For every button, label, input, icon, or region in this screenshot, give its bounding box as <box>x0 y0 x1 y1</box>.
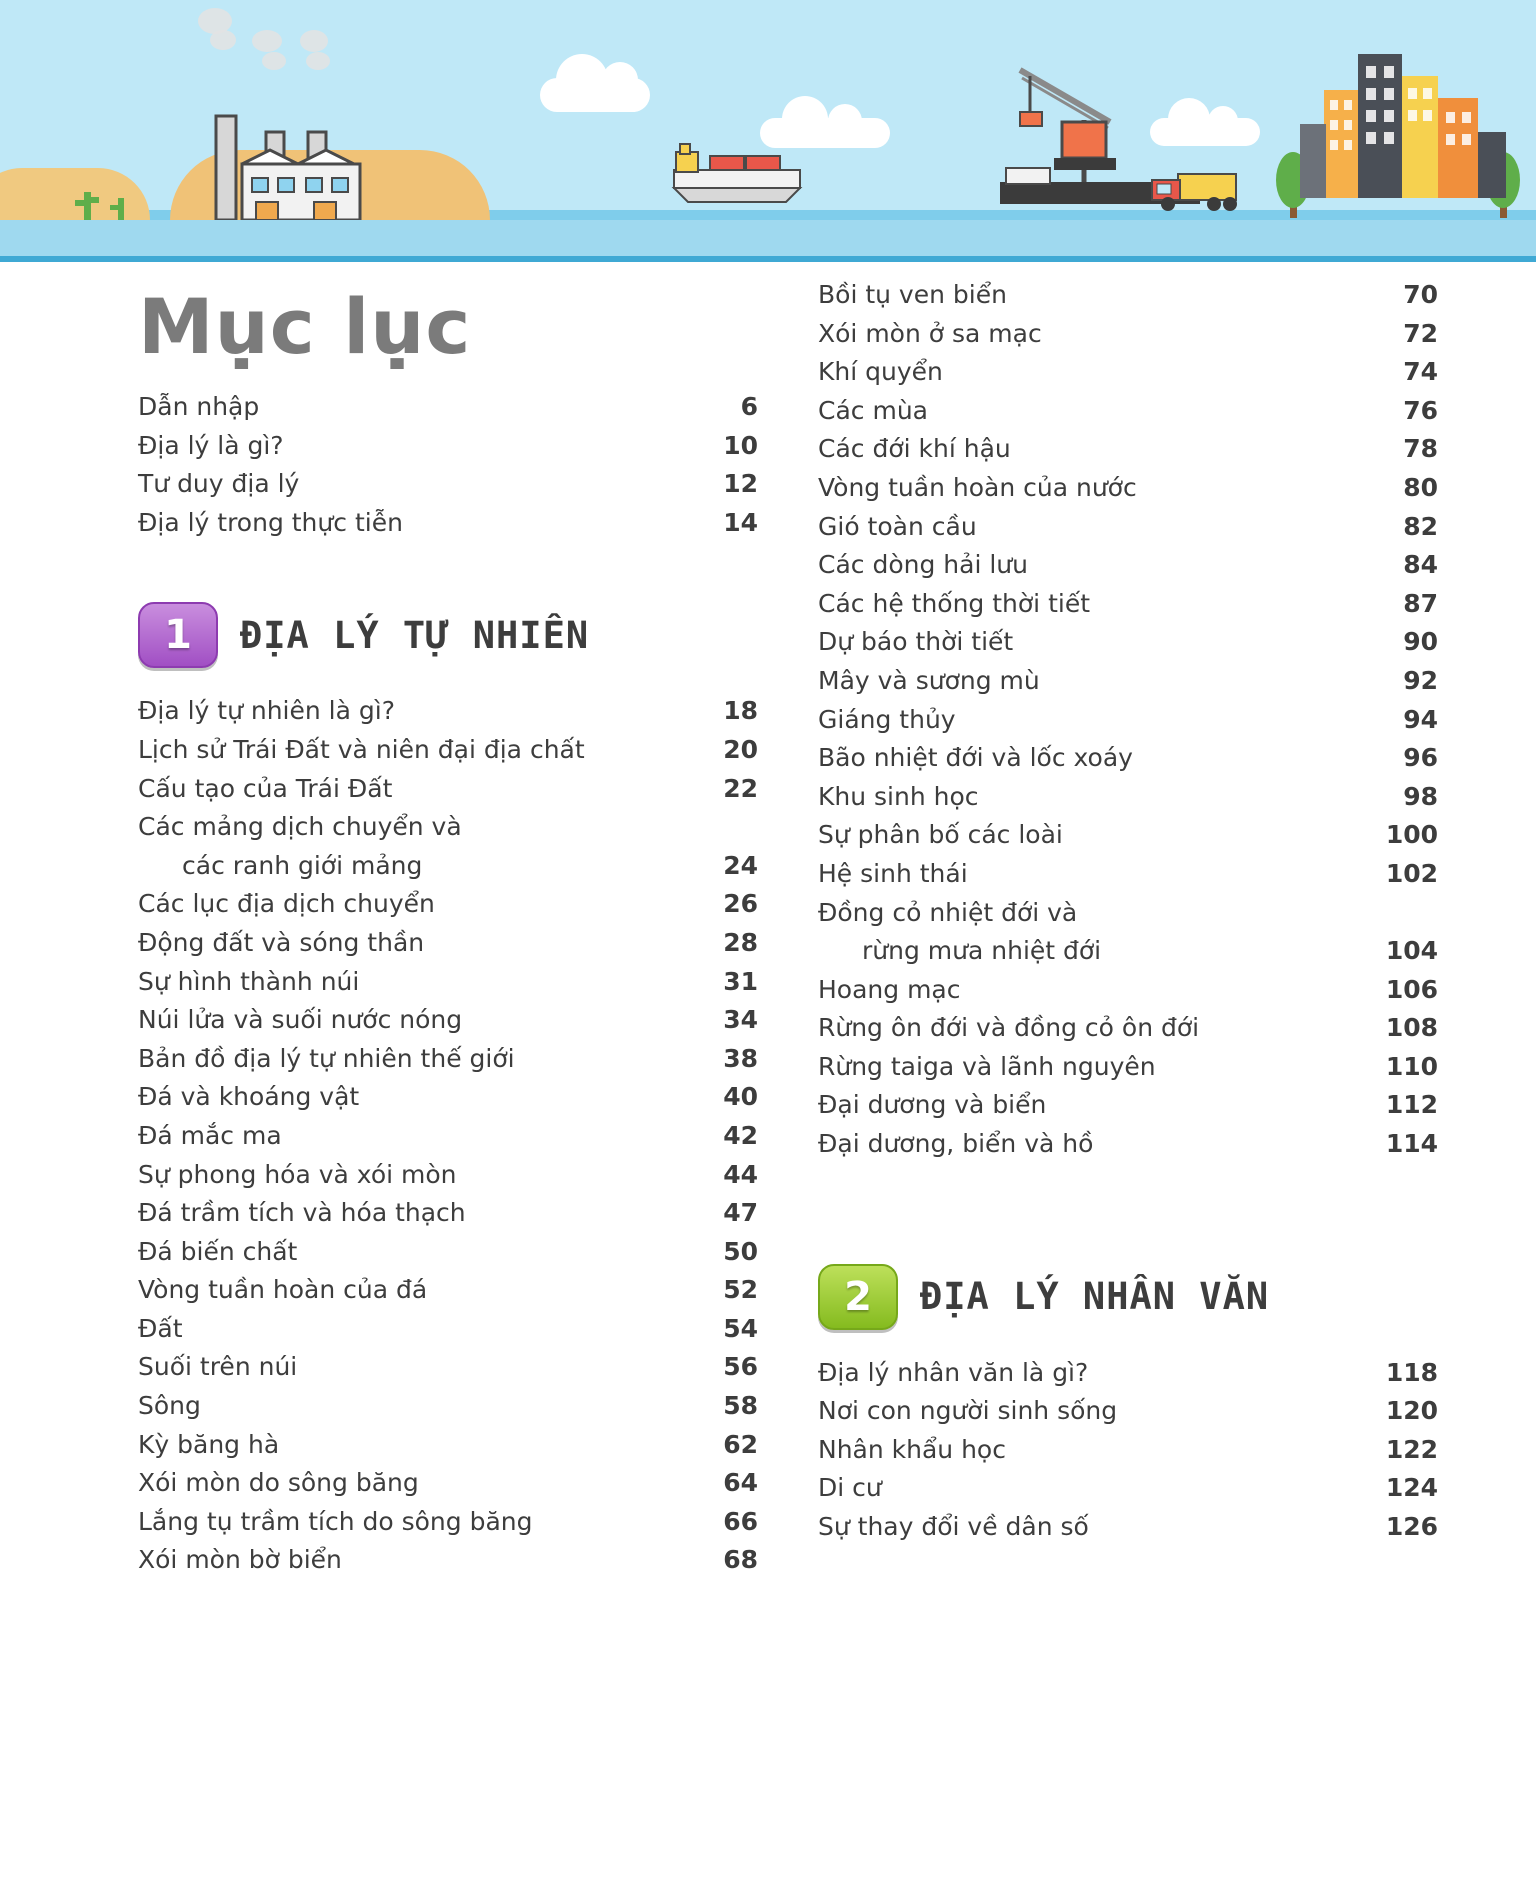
toc-entry-page: 6 <box>740 392 758 421</box>
toc-entry-label: Nơi con người sinh sống <box>818 1396 1118 1426</box>
toc-entry-label: Đá mắc ma <box>138 1120 282 1150</box>
cargo-ship-icon <box>640 126 820 206</box>
list-item[interactable] <box>138 735 758 774</box>
toc-entry-page: 76 <box>1403 395 1438 425</box>
toc-entry-page: 72 <box>1403 318 1438 348</box>
list-item[interactable] <box>138 1391 758 1430</box>
toc-entry-page: 114 <box>1385 1129 1438 1159</box>
toc-entry-page: 110 <box>1385 1051 1438 1081</box>
list-item[interactable] <box>138 1237 758 1276</box>
section-title: ĐỊA LÝ NHÂN VĂN <box>920 1275 1270 1319</box>
list-item[interactable] <box>138 1430 758 1469</box>
toc-entry-label: Đại dương, biển và hồ <box>818 1129 1094 1159</box>
list-item[interactable] <box>818 319 1438 358</box>
toc-entry-label: Rừng ôn đới và đồng cỏ ôn đới <box>818 1013 1200 1043</box>
list-item[interactable] <box>138 1005 758 1044</box>
toc-entry-label: Đất <box>138 1313 183 1343</box>
list-item[interactable] <box>818 627 1438 666</box>
toc-entry-label: Núi lửa và suối nước nóng <box>138 1005 463 1035</box>
toc-entry-page: 102 <box>1385 858 1438 888</box>
list-item[interactable] <box>818 396 1438 435</box>
toc-entry-label: Khu sinh học <box>818 781 979 811</box>
toc-entry-label: Các đới khí hậu <box>818 434 1011 464</box>
toc-entry-page: 26 <box>723 889 758 919</box>
toc-entry-label: Bồi tụ ven biển <box>818 280 1007 309</box>
toc-entry-page: 118 <box>1385 1357 1438 1387</box>
list-item[interactable] <box>138 508 758 547</box>
list-item[interactable] <box>818 434 1438 473</box>
list-item[interactable] <box>818 666 1438 705</box>
toc-entry-page: 18 <box>723 696 758 726</box>
toc-entry-page: 10 <box>723 430 758 460</box>
toc-entry-page: 31 <box>723 966 758 996</box>
toc-entry-page: 68 <box>723 1545 758 1575</box>
toc-entry-page: 112 <box>1385 1090 1438 1120</box>
toc-entry-page: 100 <box>1385 820 1438 850</box>
toc-entry-label: Giáng thủy <box>818 704 956 734</box>
list-item[interactable] <box>818 898 1438 937</box>
toc-entry-label: Sự phong hóa và xói mòn <box>138 1159 457 1189</box>
toc-entry-label: các ranh giới mảng <box>182 850 423 880</box>
toc-entry-page: 70 <box>1403 280 1438 309</box>
smoke-puff <box>262 52 286 70</box>
list-item[interactable] <box>138 696 758 735</box>
baseline-divider <box>0 256 1536 262</box>
list-item[interactable] <box>818 589 1438 628</box>
toc-entry-label: Địa lý tự nhiên là gì? <box>138 696 395 726</box>
toc-entry-label: Khí quyển <box>818 357 943 387</box>
section-1-continued-list <box>818 280 1438 1168</box>
list-item[interactable] <box>138 1275 758 1314</box>
toc-entry-page: 34 <box>723 1005 758 1035</box>
toc-entry-label: Di cư <box>818 1473 882 1503</box>
toc-entry-page: 42 <box>723 1120 758 1150</box>
toc-entry-label: Đại dương và biển <box>818 1090 1047 1120</box>
toc-entry-label: Đá biến chất <box>138 1236 298 1266</box>
toc-entry-page: 108 <box>1385 1013 1438 1043</box>
list-item[interactable] <box>138 928 758 967</box>
toc-entry-page: 87 <box>1403 588 1438 618</box>
list-item[interactable] <box>818 1013 1438 1052</box>
toc-entry-label: Dự báo thời tiết <box>818 627 1014 657</box>
toc-entry-label: Đồng cỏ nhiệt đới và <box>818 897 1078 927</box>
list-item[interactable] <box>818 820 1438 859</box>
toc-entry-label: Vòng tuần hoàn của đá <box>138 1275 428 1305</box>
smoke-puff <box>198 8 232 34</box>
toc-entry-page: 124 <box>1385 1473 1438 1503</box>
toc-entry-page: 90 <box>1403 627 1438 657</box>
list-item[interactable] <box>818 859 1438 898</box>
header-illustration <box>0 0 1536 262</box>
list-item[interactable] <box>818 550 1438 589</box>
list-item[interactable] <box>818 1129 1438 1168</box>
toc-entry-label: Bản đồ địa lý tự nhiên thế giới <box>138 1043 515 1073</box>
list-item[interactable] <box>138 851 758 890</box>
toc-entry-label: Kỳ băng hà <box>138 1429 280 1459</box>
toc-entry-page: 20 <box>723 734 758 764</box>
toc-entry-page: 126 <box>1385 1512 1438 1542</box>
list-item[interactable] <box>818 357 1438 396</box>
toc-entry-label: Cấu tạo của Trái Đất <box>138 773 393 803</box>
list-item[interactable] <box>138 812 758 851</box>
toc-entry-page: 56 <box>723 1352 758 1382</box>
toc-entry-label: rừng mưa nhiệt đới <box>862 936 1102 966</box>
toc-column-right <box>818 280 1438 1551</box>
toc-entry-label: Rừng taiga và lãnh nguyên <box>818 1051 1156 1081</box>
toc-entry-page: 22 <box>723 773 758 803</box>
list-item[interactable] <box>818 782 1438 821</box>
toc-entry-page: 80 <box>1403 472 1438 502</box>
toc-entry-label: Gió toàn cầu <box>818 511 977 541</box>
list-item[interactable] <box>818 512 1438 551</box>
list-item[interactable] <box>138 1121 758 1160</box>
list-item[interactable] <box>138 1198 758 1237</box>
list-item[interactable] <box>138 392 758 431</box>
section-2-entry-list <box>818 1358 1438 1551</box>
toc-entry-page: 28 <box>723 927 758 957</box>
list-item[interactable] <box>138 1082 758 1121</box>
toc-entry-page: 120 <box>1385 1396 1438 1426</box>
intro-entry-list <box>138 392 758 546</box>
toc-entry-label: Đá và khoáng vật <box>138 1082 360 1112</box>
list-item[interactable] <box>818 473 1438 512</box>
toc-entry-page: 40 <box>723 1082 758 1112</box>
toc-entry-label: Hoang mạc <box>818 974 961 1004</box>
toc-entry-page: 47 <box>723 1198 758 1228</box>
toc-entry-page: 78 <box>1403 434 1438 464</box>
toc-entry-page: 44 <box>723 1159 758 1189</box>
city-skyline-illustration <box>1300 28 1530 218</box>
toc-entry-page: 62 <box>723 1429 758 1459</box>
truck-icon <box>1148 162 1258 218</box>
toc-entry-page: 54 <box>723 1313 758 1343</box>
smoke-puff <box>300 30 328 52</box>
toc-entry-label: Địa lý nhân văn là gì? <box>818 1357 1089 1387</box>
toc-entry-label: Suối trên núi <box>138 1352 298 1382</box>
toc-entry-page: 24 <box>723 850 758 880</box>
toc-entry-label: Lịch sử Trái Đất và niên đại địa chất <box>138 734 585 764</box>
smoke-puff <box>252 30 282 52</box>
toc-entry-page: 104 <box>1385 936 1438 966</box>
toc-entry-page: 64 <box>723 1468 758 1498</box>
toc-entry-label: Sự thay đổi về dân số <box>818 1512 1089 1542</box>
toc-entry-label: Mây và sương mù <box>818 665 1040 695</box>
toc-entry-label: Xói mòn bờ biển <box>138 1545 342 1575</box>
toc-entry-page: 98 <box>1403 781 1438 811</box>
toc-entry-page: 84 <box>1403 550 1438 580</box>
toc-entry-label: Các mùa <box>818 395 928 425</box>
list-item[interactable] <box>818 975 1438 1014</box>
toc-entry-page: 66 <box>723 1506 758 1536</box>
toc-entry-label: Các hệ thống thời tiết <box>818 588 1091 618</box>
toc-entry-label: Các lục địa dịch chuyển <box>138 889 435 919</box>
toc-entry-page: 74 <box>1403 357 1438 387</box>
toc-entry-label: Bão nhiệt đới và lốc xoáy <box>818 743 1133 773</box>
section-header-1 <box>138 602 758 668</box>
toc-entry-label: Các mảng dịch chuyển và <box>138 812 462 842</box>
toc-entry-page: 96 <box>1403 743 1438 773</box>
list-item[interactable] <box>138 1314 758 1353</box>
toc-entry-label: Động đất và sóng thần <box>138 927 425 957</box>
toc-entry-page: 58 <box>723 1391 758 1421</box>
list-item[interactable] <box>818 1090 1438 1129</box>
list-item[interactable] <box>818 1512 1438 1551</box>
list-item[interactable] <box>138 967 758 1006</box>
section-title: ĐỊA LÝ TỰ NHIÊN <box>240 613 590 657</box>
cactus-icon <box>108 194 134 220</box>
list-item[interactable] <box>138 1160 758 1199</box>
list-item[interactable] <box>818 705 1438 744</box>
toc-entry-page: 92 <box>1403 665 1438 695</box>
toc-entry-label: Sông <box>138 1391 201 1421</box>
toc-entry-label: Tư duy địa lý <box>138 469 300 499</box>
list-item[interactable] <box>818 1473 1438 1512</box>
toc-entry-label: Địa lý là gì? <box>138 430 284 460</box>
toc-entry-page: 38 <box>723 1043 758 1073</box>
list-item[interactable] <box>818 1396 1438 1435</box>
list-item[interactable] <box>138 1545 758 1584</box>
toc-entry-label: Các dòng hải lưu <box>818 550 1028 580</box>
toc-entry-page: 50 <box>723 1236 758 1266</box>
toc-entry-page: 82 <box>1403 511 1438 541</box>
toc-entry-label: Dẫn nhập <box>138 392 260 421</box>
section-number-badge: 2 <box>818 1264 898 1330</box>
list-item[interactable] <box>138 1044 758 1083</box>
toc-entry-label: Đá trầm tích và hóa thạch <box>138 1198 466 1228</box>
section-header-2 <box>818 1264 1438 1330</box>
toc-entry-label: Địa lý trong thực tiễn <box>138 507 403 537</box>
toc-entry-page: 14 <box>723 507 758 537</box>
toc-entry-label: Xói mòn ở sa mạc <box>818 318 1042 348</box>
toc-entry-label: Xói mòn do sông băng <box>138 1468 419 1498</box>
list-item[interactable] <box>818 936 1438 975</box>
list-item[interactable] <box>138 469 758 508</box>
list-item[interactable] <box>818 1052 1438 1091</box>
toc-entry-page: 94 <box>1403 704 1438 734</box>
section-1-entry-list <box>138 696 758 1584</box>
list-item[interactable] <box>138 889 758 928</box>
section-number-badge: 1 <box>138 602 218 668</box>
toc-entry-page: 122 <box>1385 1434 1438 1464</box>
list-item[interactable] <box>138 1468 758 1507</box>
toc-entry-label: Sự hình thành núi <box>138 966 360 996</box>
list-item[interactable] <box>818 743 1438 782</box>
list-item[interactable] <box>138 1352 758 1391</box>
cactus-icon <box>72 186 102 220</box>
toc-entry-label: Sự phân bố các loài <box>818 820 1063 850</box>
toc-column-left <box>138 392 758 1584</box>
list-item[interactable] <box>138 774 758 813</box>
toc-entry-label: Vòng tuần hoàn của nước <box>818 472 1137 502</box>
toc-entry-label: Nhân khẩu học <box>818 1434 1006 1464</box>
page-title: Mục lục <box>138 282 472 371</box>
list-item[interactable] <box>138 1507 758 1546</box>
list-item[interactable] <box>138 431 758 470</box>
toc-entry-page: 106 <box>1385 974 1438 1004</box>
toc-entry-label: Lắng tụ trầm tích do sông băng <box>138 1506 533 1536</box>
smoke-puff <box>306 52 330 70</box>
cloud-icon <box>540 78 650 112</box>
toc-entry-page: 52 <box>723 1275 758 1305</box>
list-item[interactable] <box>818 280 1438 319</box>
toc-entry-page: 12 <box>723 469 758 499</box>
list-item[interactable] <box>818 1435 1438 1474</box>
toc-entry-label: Hệ sinh thái <box>818 858 968 888</box>
list-item[interactable] <box>818 1358 1438 1397</box>
